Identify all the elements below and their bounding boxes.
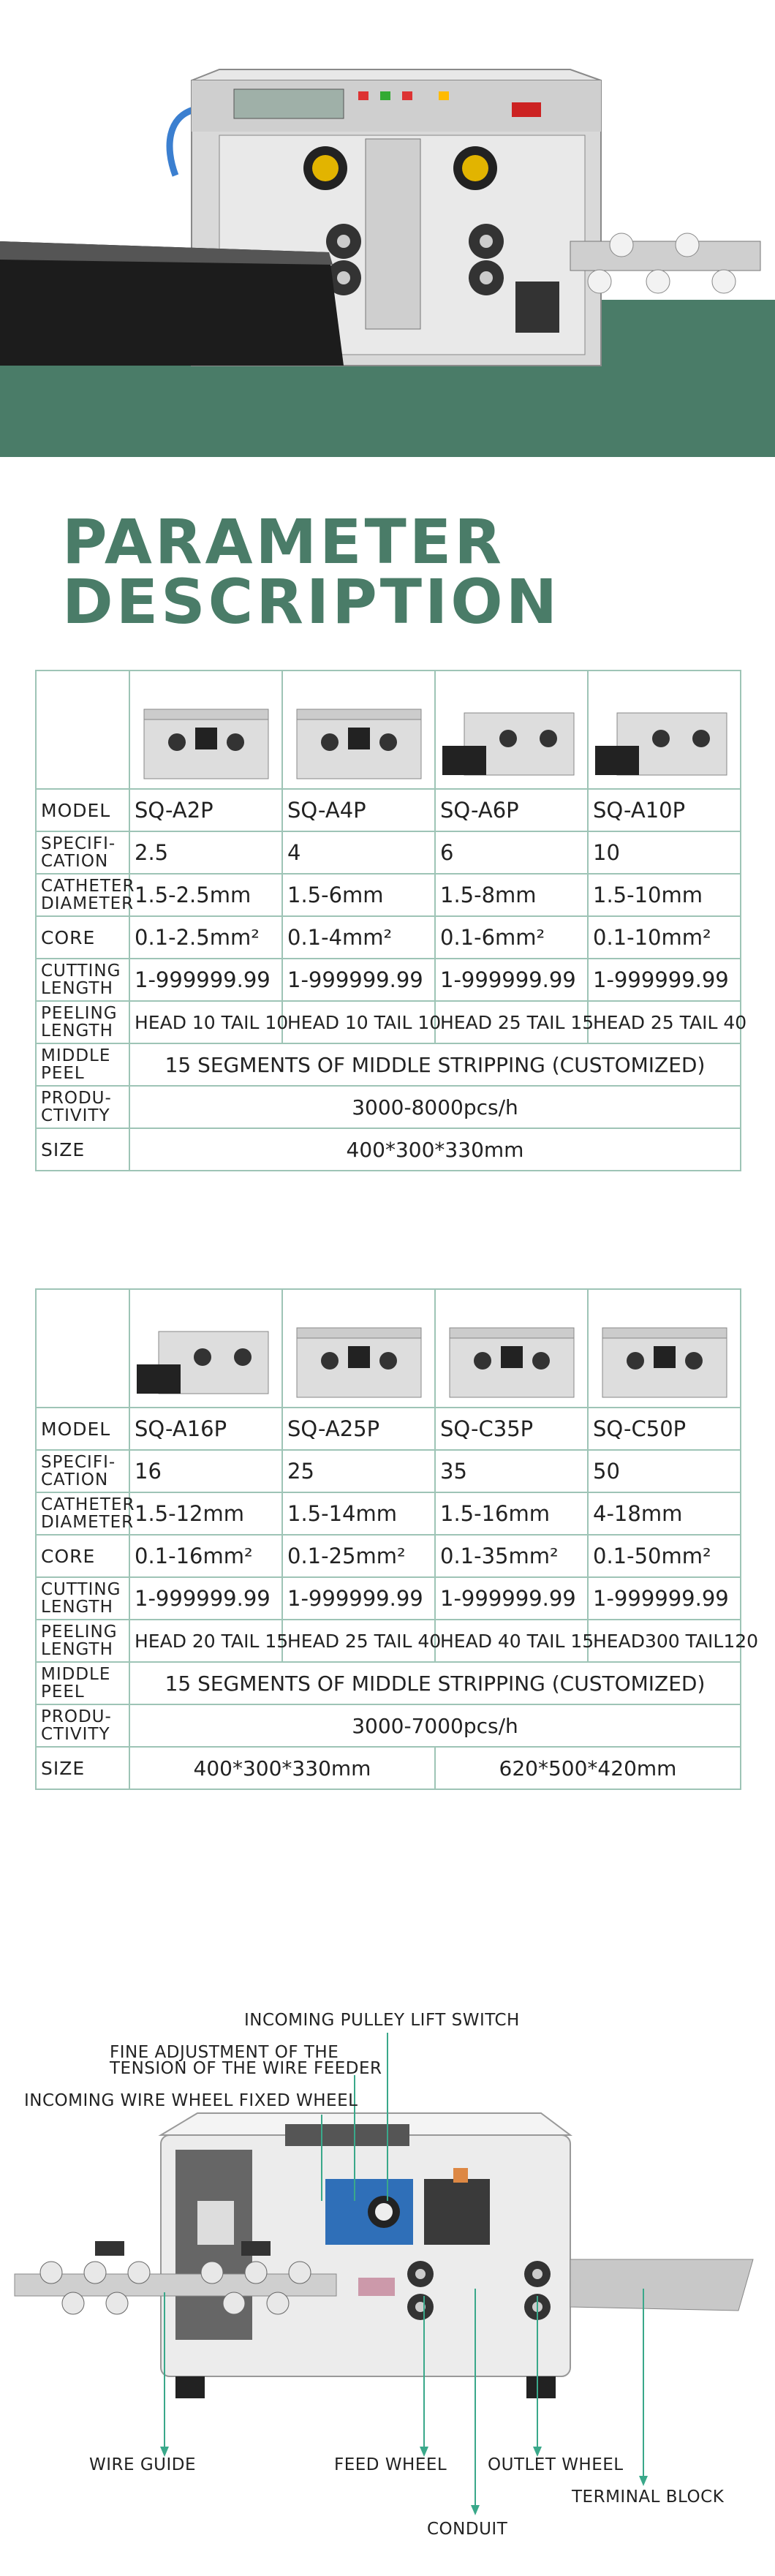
model-thumbnail	[129, 671, 282, 789]
title-line-2: DESCRIPTION	[62, 566, 561, 638]
row-value: 15 SEGMENTS OF MIDDLE STRIPPING (CUSTOMIZED)	[129, 1662, 741, 1704]
row-value: 1-999999.99	[282, 959, 435, 1001]
row-value: HEAD 20 TAIL 15	[129, 1620, 282, 1662]
spec-row	[36, 1043, 741, 1086]
row-value: 0.1-25mm²	[282, 1535, 435, 1577]
spec-row	[36, 959, 741, 1001]
row-value: 620*500*420mm	[435, 1747, 741, 1789]
spec-row	[36, 1747, 741, 1789]
label-incoming-pulley-lift-switch: INCOMING PULLEY LIFT SWITCH	[244, 2011, 520, 2030]
row-value: 6	[435, 831, 588, 874]
spec-row	[36, 1492, 741, 1535]
row-value: 1.5-12mm	[129, 1492, 282, 1535]
model-thumbnail	[588, 1289, 741, 1408]
label-incoming-wire-wheel: INCOMING WIRE WHEEL FIXED WHEEL	[24, 2091, 358, 2110]
spec-row	[36, 1086, 741, 1128]
row-value: HEAD 25 TAIL 15	[435, 1001, 588, 1043]
row-label: MODEL	[36, 1408, 129, 1450]
row-label: PRODU- CTIVITY	[36, 1086, 129, 1128]
hero-machine-illustration	[0, 0, 775, 453]
label-feed-wheel: FEED WHEEL	[334, 2455, 447, 2474]
page-title	[62, 506, 561, 638]
row-value: 16	[129, 1450, 282, 1492]
label-conduit: CONDUIT	[427, 2520, 508, 2539]
spec-row	[36, 1001, 741, 1043]
row-value: 1-999999.99	[129, 1577, 282, 1620]
row-value: SQ-A6P	[435, 789, 588, 831]
label-wire-guide: WIRE GUIDE	[89, 2455, 197, 2474]
row-value: SQ-A10P	[588, 789, 741, 831]
row-value: 4-18mm	[588, 1492, 741, 1535]
row-value: SQ-A2P	[129, 789, 282, 831]
row-value: 0.1-35mm²	[435, 1535, 588, 1577]
row-value: 3000-7000pcs/h	[129, 1704, 741, 1747]
row-value: 1.5-2.5mm	[129, 874, 282, 916]
spec-row	[36, 1128, 741, 1171]
row-value: 400*300*330mm	[129, 1747, 435, 1789]
row-label: PEELING LENGTH	[36, 1620, 129, 1662]
row-value: 1.5-6mm	[282, 874, 435, 916]
row-value: 400*300*330mm	[129, 1128, 741, 1171]
row-value: 3000-8000pcs/h	[129, 1086, 741, 1128]
model-thumbnail	[282, 671, 435, 789]
spec-row	[36, 1577, 741, 1620]
row-value: 0.1-10mm²	[588, 916, 741, 959]
row-value: HEAD 40 TAIL 15	[435, 1620, 588, 1662]
row-value: 4	[282, 831, 435, 874]
row-value: SQ-A4P	[282, 789, 435, 831]
row-value: SQ-C35P	[435, 1408, 588, 1450]
row-label: SIZE	[36, 1128, 129, 1171]
title-line-1: PARAMETER	[62, 506, 504, 578]
row-label: MIDDLE PEEL	[36, 1043, 129, 1086]
spec-row	[36, 1620, 741, 1662]
row-value: 10	[588, 831, 741, 874]
row-label: SIZE	[36, 1747, 129, 1789]
row-value: 35	[435, 1450, 588, 1492]
model-thumbnail	[588, 671, 741, 789]
row-value: HEAD300 TAIL120	[588, 1620, 741, 1662]
row-value: HEAD 10 TAIL 10	[129, 1001, 282, 1043]
row-label: CORE	[36, 1535, 129, 1577]
model-thumbnail	[435, 1289, 588, 1408]
row-value: 1-999999.99	[588, 1577, 741, 1620]
row-value: 1-999999.99	[588, 959, 741, 1001]
row-value: 1.5-16mm	[435, 1492, 588, 1535]
row-label: PEELING LENGTH	[36, 1001, 129, 1043]
row-label: SPECIFI- CATION	[36, 1450, 129, 1492]
row-value: 1-999999.99	[435, 959, 588, 1001]
row-value: HEAD 25 TAIL 40	[588, 1001, 741, 1043]
hero-product-photo	[0, 0, 775, 453]
spec-table-2	[35, 1288, 759, 1790]
row-label: PRODU- CTIVITY	[36, 1704, 129, 1747]
row-value: 0.1-4mm²	[282, 916, 435, 959]
spec-row	[36, 916, 741, 959]
row-value: 1-999999.99	[282, 1577, 435, 1620]
label-fine-adjustment-line-1: FINE ADJUSTMENT OF THE	[110, 2043, 339, 2062]
row-value: 1-999999.99	[129, 959, 282, 1001]
row-value: SQ-A25P	[282, 1408, 435, 1450]
row-value: SQ-A16P	[129, 1408, 282, 1450]
row-value: SQ-C50P	[588, 1408, 741, 1450]
row-value: 1.5-8mm	[435, 874, 588, 916]
label-terminal-block: TERMINAL BLOCK	[572, 2488, 725, 2507]
row-label: MIDDLE PEEL	[36, 1662, 129, 1704]
row-value: 0.1-16mm²	[129, 1535, 282, 1577]
component-diagram	[0, 1982, 775, 2576]
row-value: 25	[282, 1450, 435, 1492]
row-label: CORE	[36, 916, 129, 959]
row-label: CUTTING LENGTH	[36, 1577, 129, 1620]
row-value: 0.1-6mm²	[435, 916, 588, 959]
row-value: 0.1-2.5mm²	[129, 916, 282, 959]
row-label: MODEL	[36, 789, 129, 831]
row-value: 1.5-14mm	[282, 1492, 435, 1535]
row-value: 0.1-50mm²	[588, 1535, 741, 1577]
model-thumbnail	[282, 1289, 435, 1408]
spec-row	[36, 1535, 741, 1577]
row-value: 15 SEGMENTS OF MIDDLE STRIPPING (CUSTOMIZED)	[129, 1043, 741, 1086]
model-thumbnail	[129, 1289, 282, 1408]
label-fine-adjustment-line-2: TENSION OF THE WIRE FEEDER	[110, 2059, 382, 2078]
model-thumbnail	[435, 671, 588, 789]
spec-row	[36, 1662, 741, 1704]
row-label: CATHETER DIAMETER	[36, 874, 129, 916]
label-outlet-wheel: OUTLET WHEEL	[488, 2455, 624, 2474]
spec-row	[36, 789, 741, 831]
row-label: SPECIFI- CATION	[36, 831, 129, 874]
spec-row	[36, 1704, 741, 1747]
row-value: 50	[588, 1450, 741, 1492]
spec-row	[36, 831, 741, 874]
row-value: 2.5	[129, 831, 282, 874]
row-value: 1-999999.99	[435, 1577, 588, 1620]
row-value: 1.5-10mm	[588, 874, 741, 916]
spec-row	[36, 1408, 741, 1450]
row-value: HEAD 10 TAIL 10	[282, 1001, 435, 1043]
row-label: CATHETER DIAMETER	[36, 1492, 129, 1535]
spec-row	[36, 874, 741, 916]
spec-row	[36, 1450, 741, 1492]
row-value: HEAD 25 TAIL 40	[282, 1620, 435, 1662]
row-label: CUTTING LENGTH	[36, 959, 129, 1001]
spec-table-1	[35, 670, 747, 1171]
